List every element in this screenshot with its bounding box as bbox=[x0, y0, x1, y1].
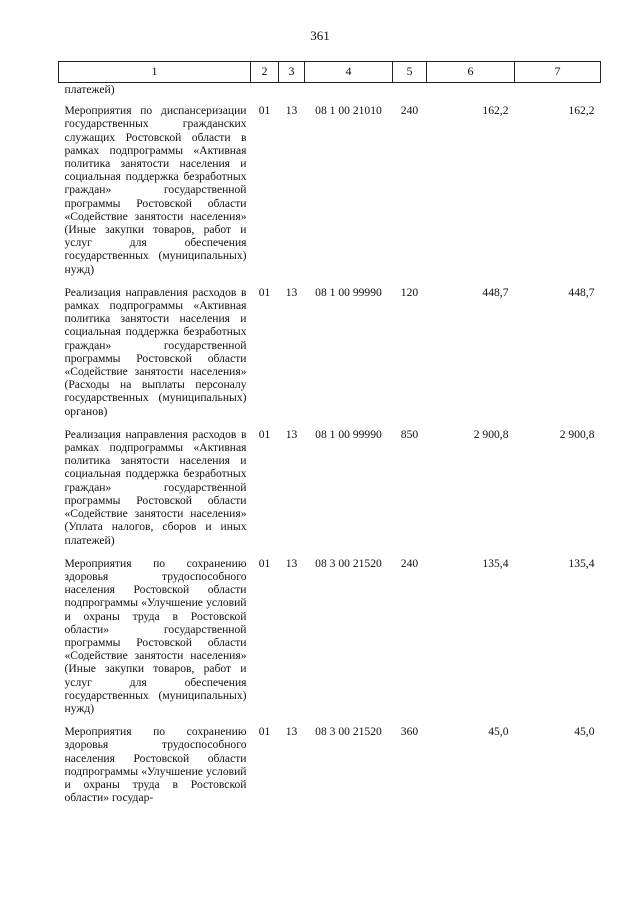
column-header: 2 bbox=[251, 62, 279, 83]
table-row bbox=[59, 428, 601, 557]
budget-table bbox=[58, 61, 601, 814]
row-subsection: 13 bbox=[285, 725, 298, 739]
column-header: 6 bbox=[427, 62, 515, 83]
row-expense-type: 360 bbox=[400, 725, 419, 739]
table-row bbox=[59, 286, 601, 428]
row-target-code: 08 3 00 21520 bbox=[315, 725, 382, 739]
row-expense-type: 850 bbox=[400, 427, 419, 441]
row-amount-1: 2 900,8 bbox=[473, 427, 509, 441]
row-section: 01 bbox=[258, 556, 271, 570]
row-section: 01 bbox=[258, 104, 271, 118]
row-description: Мероприятия по сохранению здоровья трудоспособного населения Ростовской области подпрограммы «Улучшение условий и охраны труда в Ростовской области» государ- bbox=[64, 725, 247, 805]
continuation-row bbox=[59, 83, 601, 105]
row-description: Мероприятия по диспансеризации государственных гражданских служащих Ростовской области в рамках подпрограммы «Активная политика занятости населения и социальная поддержка безработных граждан» государственной программы Ростовской области «Содействие занятости населения» (Иные закупки товаров, работ и услуг для обеспечения государственных (муниципальных) нужд) bbox=[64, 104, 247, 276]
row-amount-2: 45,0 bbox=[574, 725, 595, 739]
row-subsection: 13 bbox=[285, 556, 298, 570]
row-expense-type: 240 bbox=[400, 104, 419, 118]
column-header: 5 bbox=[393, 62, 427, 83]
column-header: 3 bbox=[279, 62, 305, 83]
row-amount-2: 2 900,8 bbox=[559, 427, 595, 441]
row-amount-1: 448,7 bbox=[482, 285, 509, 299]
row-section: 01 bbox=[258, 427, 271, 441]
table-row bbox=[59, 557, 601, 725]
row-target-code: 08 1 00 21010 bbox=[315, 104, 382, 118]
row-amount-1: 135,4 bbox=[482, 556, 509, 570]
row-amount-2: 135,4 bbox=[568, 556, 595, 570]
row-subsection: 13 bbox=[285, 285, 298, 299]
row-description: Реализация направления расходов в рамках подпрограммы «Активная политика занятости населения и социальная поддержка безработных граждан» государственной программы Ростовской области «Содействие занятости населения» (Уплата налогов, сборов и иных платежей) bbox=[64, 427, 247, 547]
row-expense-type: 240 bbox=[400, 556, 419, 570]
column-header: 7 bbox=[515, 62, 601, 83]
table-row bbox=[59, 725, 601, 814]
row-subsection: 13 bbox=[285, 427, 298, 441]
row-expense-type: 120 bbox=[400, 285, 419, 299]
row-description: Реализация направления расходов в рамках подпрограммы «Активная политика занятости населения и социальная поддержка безработных граждан» государственной программы Ростовской области «Содействие занятости населения» (Расходы на выплаты персоналу государственных (муниципальных) органов) bbox=[64, 285, 247, 418]
row-amount-2: 448,7 bbox=[568, 285, 595, 299]
row-subsection: 13 bbox=[285, 104, 298, 118]
column-header: 1 bbox=[59, 62, 251, 83]
row-description: Мероприятия по сохранению здоровья трудоспособного населения Ростовской области подпрограммы «Улучшение условий и охраны труда в Ростовской области» государственной программы Ростовской области «Содействие занятости населения» (Иные закупки товаров, работ и услуг для обеспечения государственных (муниципальных) нужд) bbox=[64, 556, 247, 715]
row-amount-2: 162,2 bbox=[568, 104, 595, 118]
row-target-code: 08 1 00 99990 bbox=[315, 427, 382, 441]
row-amount-1: 45,0 bbox=[488, 725, 509, 739]
row-amount-1: 162,2 bbox=[482, 104, 509, 118]
page-number: 361 bbox=[310, 28, 330, 43]
table-header-row bbox=[59, 62, 601, 83]
row-section: 01 bbox=[258, 285, 271, 299]
row-target-code: 08 3 00 21520 bbox=[315, 556, 382, 570]
row-target-code: 08 1 00 99990 bbox=[315, 285, 382, 299]
column-header: 4 bbox=[305, 62, 393, 83]
continuation-text: платежей) bbox=[64, 83, 115, 96]
row-section: 01 bbox=[258, 725, 271, 739]
table-row bbox=[59, 104, 601, 286]
